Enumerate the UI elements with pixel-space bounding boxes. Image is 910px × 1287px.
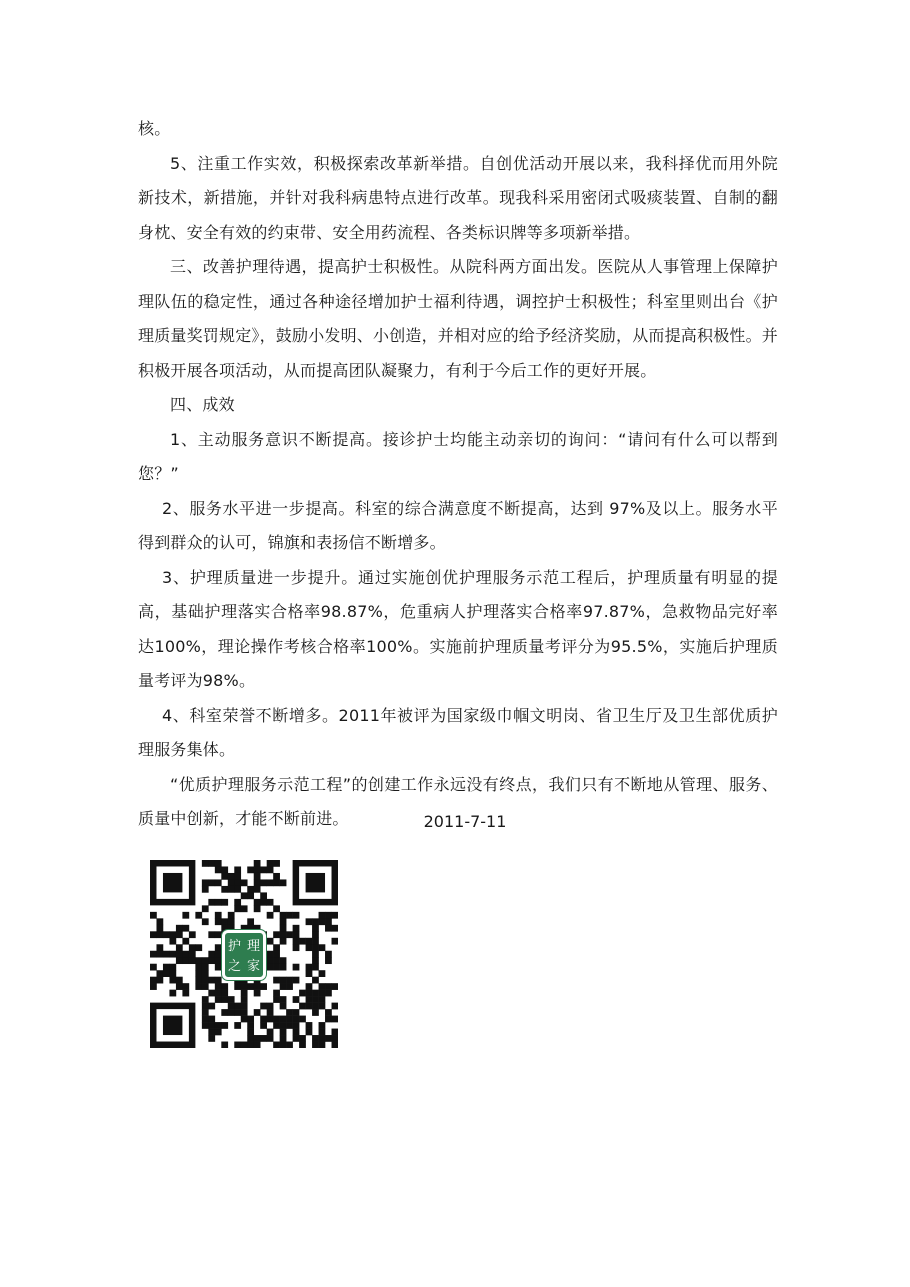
paragraph-result-4: 4、科室荣誉不断增多。2011年被评为国家级巾帼文明岗、省卫生厅及卫生部优质护理服务集体。 bbox=[138, 705, 778, 759]
document-date: 2011-7-11 bbox=[423, 812, 507, 831]
paragraph-result-1: 1、主动服务意识不断提高。接诊护士均能主动亲切的询问：“请问有什么可以帮到您？” bbox=[138, 429, 778, 483]
qr-logo-char: 理 bbox=[246, 939, 260, 954]
paragraph-section-3: 三、改善护理待遇，提高护士积极性。从院科两方面出发。医院从人事管理上保障护理队伍的稳定性，通过各种途径增加护士福利待遇，调控护士积极性；科室里则出台《护理质量奖罚规定》，鼓励小发明、小创造，并相对应的给予经济奖励，从而提高积极性。并积极开展各项活动，从而提高团队凝聚力，有利于今后工作的更好开展。 bbox=[138, 257, 779, 380]
qr-logo-char: 之 bbox=[227, 959, 241, 974]
paragraph-result-2: 2、服务水平进一步提高。科室的综合满意度不断提高，达到 97%及以上。服务水平得到群众的认可，锦旗和表扬信不断增多。 bbox=[138, 498, 778, 552]
section-heading-results: 四、成效 bbox=[170, 395, 235, 414]
paragraph-result-3: 3、护理质量进一步提升。通过实施创优护理服务示范工程后，护理质量有明显的提高，基础护理落实合格率98.87%，危重病人护理落实合格率97.87%，急救物品完好率达100%，理论操作考核合格率100%。实施前护理质量考评分为95.5%，实施后护理质量考评为98%。 bbox=[138, 567, 778, 690]
body-text bbox=[138, 112, 778, 837]
qr-logo-char: 护 bbox=[227, 939, 241, 954]
paragraph-item-5: 5、注重工作实效，积极探索改革新举措。自创优活动开展以来，我科择优而用外院新技术，新措施，并针对我科病患特点进行改革。现我科采用密闭式吸痰装置、自制的翻身枕、安全有效的约束带、安全用药流程、各类标识牌等多项新举措。 bbox=[138, 153, 778, 242]
qr-logo-badge bbox=[222, 930, 266, 980]
qr-logo-char: 家 bbox=[246, 959, 260, 974]
paragraph-conclusion: “优质护理服务示范工程”的创建工作永远没有终点，我们只有不断地从管理、服务、质量中创新，才能不断前进。 bbox=[138, 774, 778, 828]
qr-code bbox=[150, 860, 338, 1048]
paragraph-continuation: 核。 bbox=[138, 119, 171, 138]
